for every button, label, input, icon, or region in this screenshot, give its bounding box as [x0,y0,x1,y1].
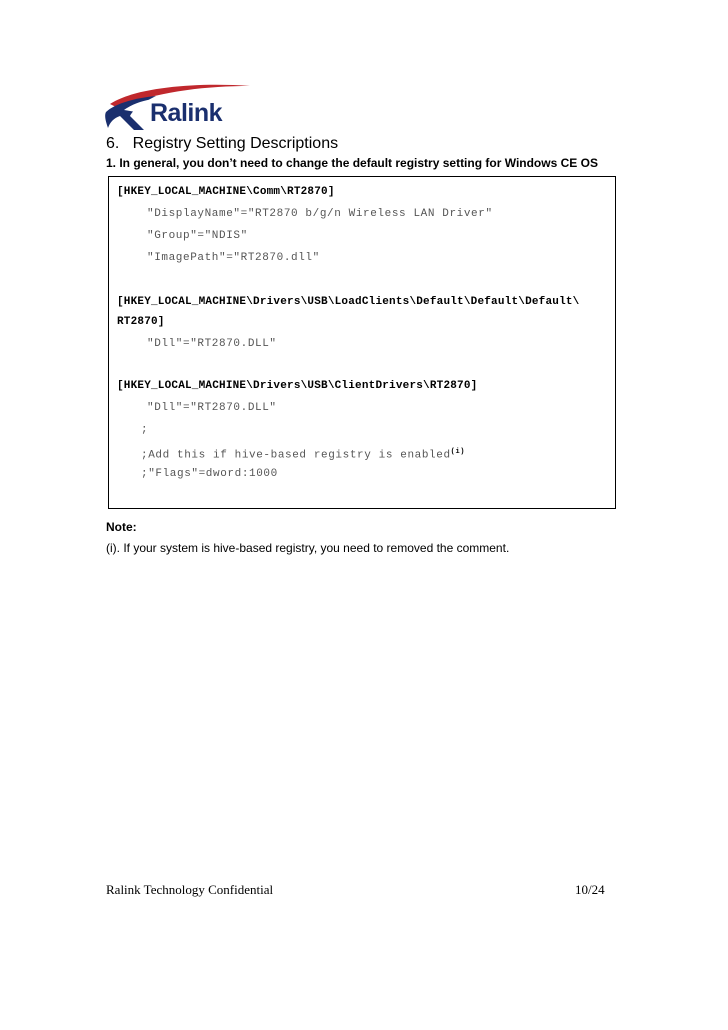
registry-comment-hive [141,445,465,463]
registry-value-dll-2: "Dll"="RT2870.DLL" [147,402,277,414]
footer-confidential: Ralink Technology Confidential [106,882,274,897]
registry-key-loadclients-line1: [HKEY_LOCAL_MACHINE\Drivers\USB\LoadClients\Default\Default\Default\ [117,296,580,308]
registry-key-clientdrivers: [HKEY_LOCAL_MACHINE\Drivers\USB\ClientDrivers\RT2870] [117,380,478,392]
registry-comment-empty: ; [141,424,149,436]
note-text: (i). If your system is hive-based registry, you need to removed the comment. [106,541,510,555]
footnote-marker: (i) [450,448,466,456]
intro-text: 1. In general, you don’t need to change the default registry setting for Windows CE OS [106,156,598,170]
registry-key-loadclients-line2: RT2870] [117,316,165,328]
registry-comment-hive-text: ;Add this if hive-based registry is enabled [141,449,451,462]
note-label: Note: [106,520,137,534]
registry-comment-flags: ;"Flags"=dword:1000 [141,468,278,480]
registry-key-comm: [HKEY_LOCAL_MACHINE\Comm\RT2870] [117,186,335,198]
registry-value-dll: "Dll"="RT2870.DLL" [147,338,277,350]
logo-wordmark: Ralink [150,99,223,127]
footer-page-number: 10/24 [575,882,605,897]
registry-value-imagepath: "ImagePath"="RT2870.dll" [147,252,320,264]
section-heading: 6. Registry Setting Descriptions [106,135,339,152]
registry-code-box [108,176,616,509]
registry-value-displayname: "DisplayName"="RT2870 b/g/n Wireless LAN Driver" [147,208,493,220]
registry-value-group: "Group"="NDIS" [147,230,248,242]
